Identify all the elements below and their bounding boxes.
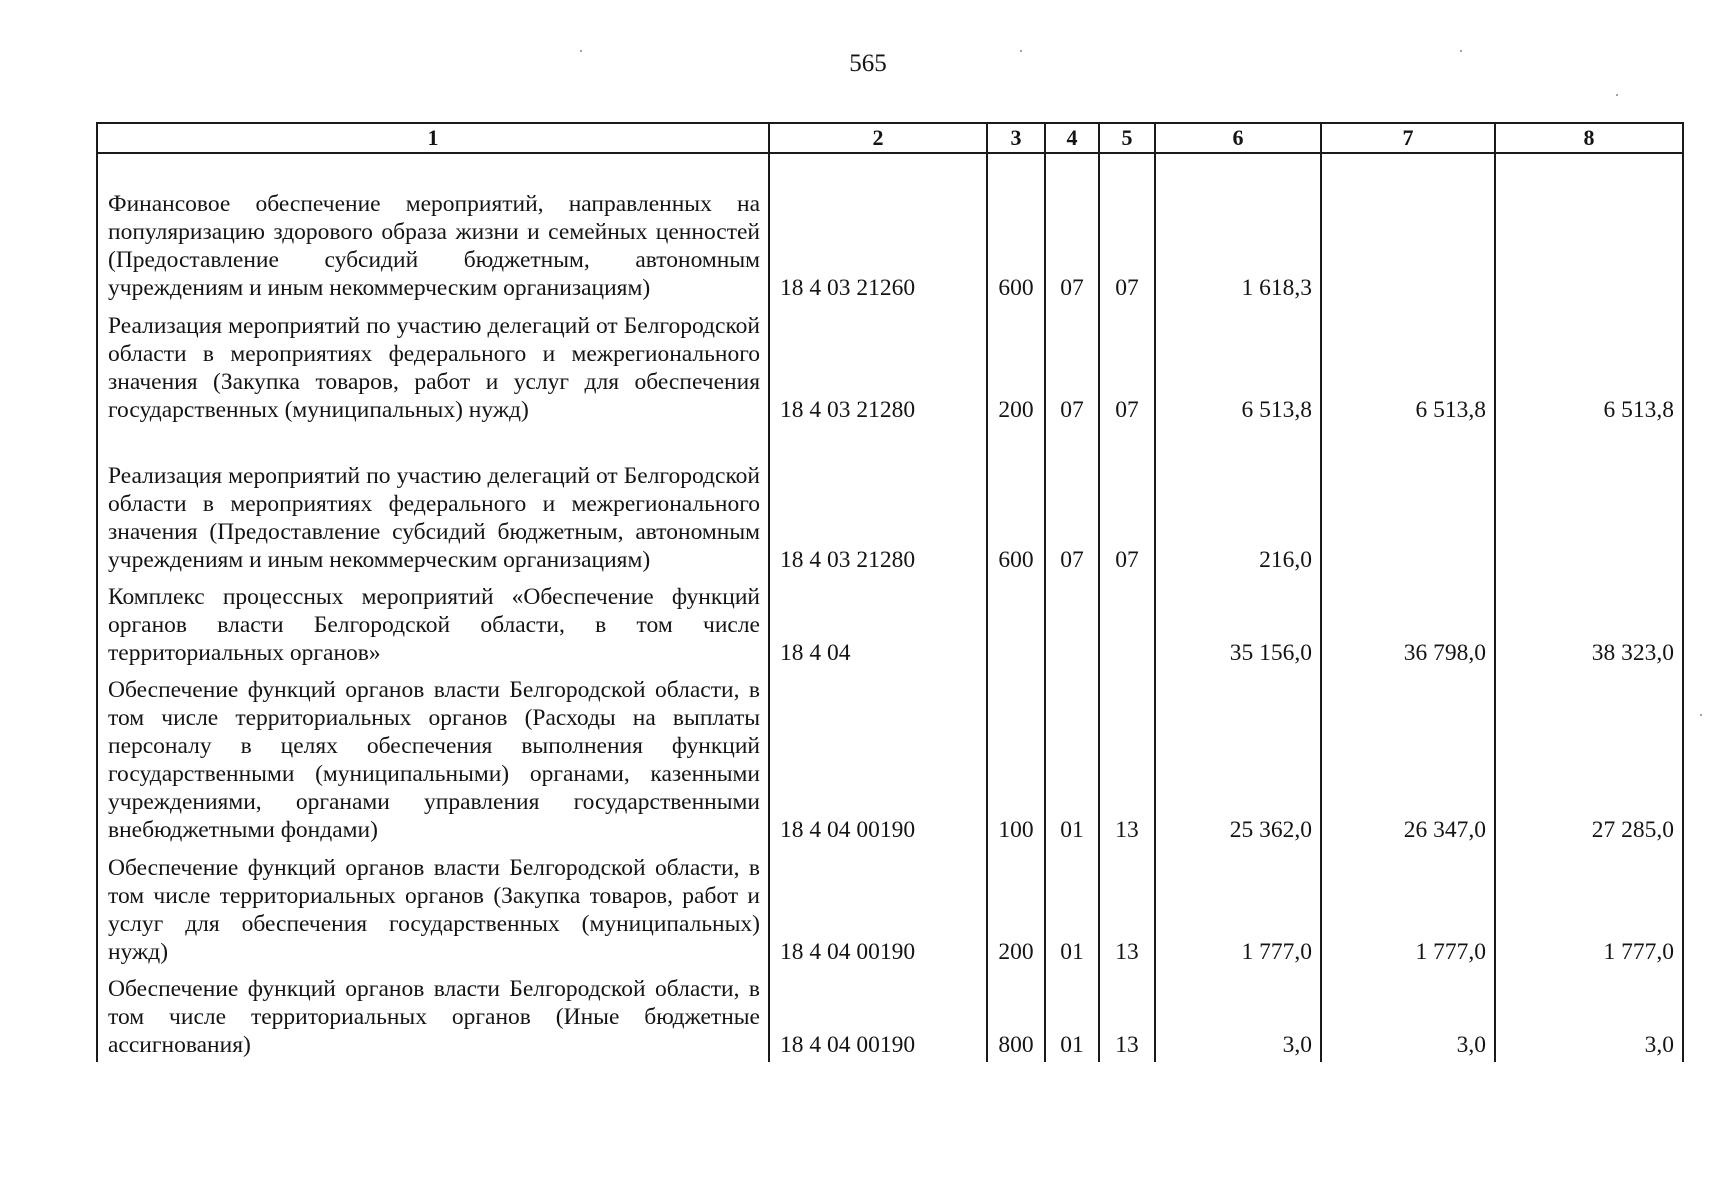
row-col8: 1 777,0 <box>1495 847 1683 969</box>
column-header: 7 <box>1321 123 1495 153</box>
row-code: 18 4 04 00190 <box>769 847 987 969</box>
scan-speck <box>1460 50 1462 52</box>
table-row <box>97 305 1683 427</box>
row-code: 18 4 03 21280 <box>769 427 987 577</box>
row-col3: 200 <box>987 847 1045 969</box>
row-col6: 6 513,8 <box>1155 305 1321 427</box>
table-row <box>97 969 1683 1062</box>
row-col5: 13 <box>1099 670 1155 847</box>
column-header: 2 <box>769 123 987 153</box>
row-col7: 26 347,0 <box>1321 670 1495 847</box>
row-name: Комплекс процессных мероприятий «Обеспечение функций органов власти Белгородской области, в том числе территориальных органов» <box>97 577 769 670</box>
table-row <box>97 577 1683 670</box>
row-code: 18 4 04 00190 <box>769 670 987 847</box>
row-name: Обеспечение функций органов власти Белгородской области, в том числе территориальных органов (Расходы на выплаты персоналу в целях обеспечения выполнения функций государственными (муниципальными) органами, казенными учреждениями, органами управления государственными внебюджетными фондами) <box>97 670 769 847</box>
row-name: Обеспечение функций органов власти Белгородской области, в том числе территориальных органов (Иные бюджетные ассигнования) <box>97 969 769 1062</box>
row-code: 18 4 04 00190 <box>769 969 987 1062</box>
row-col4: 01 <box>1045 969 1099 1062</box>
row-col8: 38 323,0 <box>1495 577 1683 670</box>
budget-table <box>96 122 1684 1062</box>
row-col5: 13 <box>1099 847 1155 969</box>
row-name: Реализация мероприятий по участию делегаций от Белгородской области в мероприятиях федерального и межрегионального значения (Закупка товаров, работ и услуг для обеспечения государственных (муниципальных) нужд) <box>97 305 769 427</box>
row-col7: 3,0 <box>1321 969 1495 1062</box>
row-col6: 1 777,0 <box>1155 847 1321 969</box>
row-col6: 1 618,3 <box>1155 153 1321 305</box>
row-name: Обеспечение функций органов власти Белгородской области, в том числе территориальных органов (Закупка товаров, работ и услуг для обеспечения государственных (муниципальных) нужд) <box>97 847 769 969</box>
row-col3: 600 <box>987 153 1045 305</box>
row-col3: 100 <box>987 670 1045 847</box>
row-col7: 6 513,8 <box>1321 305 1495 427</box>
row-col6: 3,0 <box>1155 969 1321 1062</box>
scan-speck <box>1616 94 1618 96</box>
row-col8: 6 513,8 <box>1495 305 1683 427</box>
column-header: 8 <box>1495 123 1683 153</box>
row-col3 <box>987 577 1045 670</box>
row-col5: 13 <box>1099 969 1155 1062</box>
row-col4: 07 <box>1045 305 1099 427</box>
table-row <box>97 153 1683 305</box>
row-col6: 25 362,0 <box>1155 670 1321 847</box>
row-code: 18 4 03 21280 <box>769 305 987 427</box>
row-col3: 600 <box>987 427 1045 577</box>
scan-speck <box>1020 50 1022 52</box>
column-header: 1 <box>97 123 769 153</box>
row-col4: 07 <box>1045 153 1099 305</box>
row-col8: 27 285,0 <box>1495 670 1683 847</box>
row-col8: 3,0 <box>1495 969 1683 1062</box>
scan-speck <box>580 50 582 52</box>
row-col5: 07 <box>1099 305 1155 427</box>
row-name: Финансовое обеспечение мероприятий, направленных на популяризацию здорового образа жизни и семейных ценностей (Предоставление субсидий бюджетным, автономным учреждениям и иным некоммерческим организациям) <box>97 153 769 305</box>
row-col8 <box>1495 153 1683 305</box>
header-row <box>97 123 1683 153</box>
row-col4: 01 <box>1045 670 1099 847</box>
row-col7 <box>1321 153 1495 305</box>
row-col6: 35 156,0 <box>1155 577 1321 670</box>
row-col7: 1 777,0 <box>1321 847 1495 969</box>
row-col8 <box>1495 427 1683 577</box>
row-col5 <box>1099 577 1155 670</box>
row-col4: 07 <box>1045 427 1099 577</box>
row-col7: 36 798,0 <box>1321 577 1495 670</box>
scan-speck <box>1700 714 1702 716</box>
table-row <box>97 670 1683 847</box>
column-header: 6 <box>1155 123 1321 153</box>
row-name: Реализация мероприятий по участию делегаций от Белгородской области в мероприятиях федерального и межрегионального значения (Предоставление субсидий бюджетным, автономным учреждениям и иным некоммерческим организациям) <box>97 427 769 577</box>
row-col3: 800 <box>987 969 1045 1062</box>
page-number: 565 <box>849 50 887 77</box>
table-row <box>97 427 1683 577</box>
row-code: 18 4 04 <box>769 577 987 670</box>
row-col6: 216,0 <box>1155 427 1321 577</box>
row-col5: 07 <box>1099 153 1155 305</box>
column-header: 3 <box>987 123 1045 153</box>
row-col7 <box>1321 427 1495 577</box>
column-header: 5 <box>1099 123 1155 153</box>
row-col3: 200 <box>987 305 1045 427</box>
table-row <box>97 847 1683 969</box>
row-col4 <box>1045 577 1099 670</box>
row-code: 18 4 03 21260 <box>769 153 987 305</box>
row-col4: 01 <box>1045 847 1099 969</box>
column-header: 4 <box>1045 123 1099 153</box>
row-col5: 07 <box>1099 427 1155 577</box>
